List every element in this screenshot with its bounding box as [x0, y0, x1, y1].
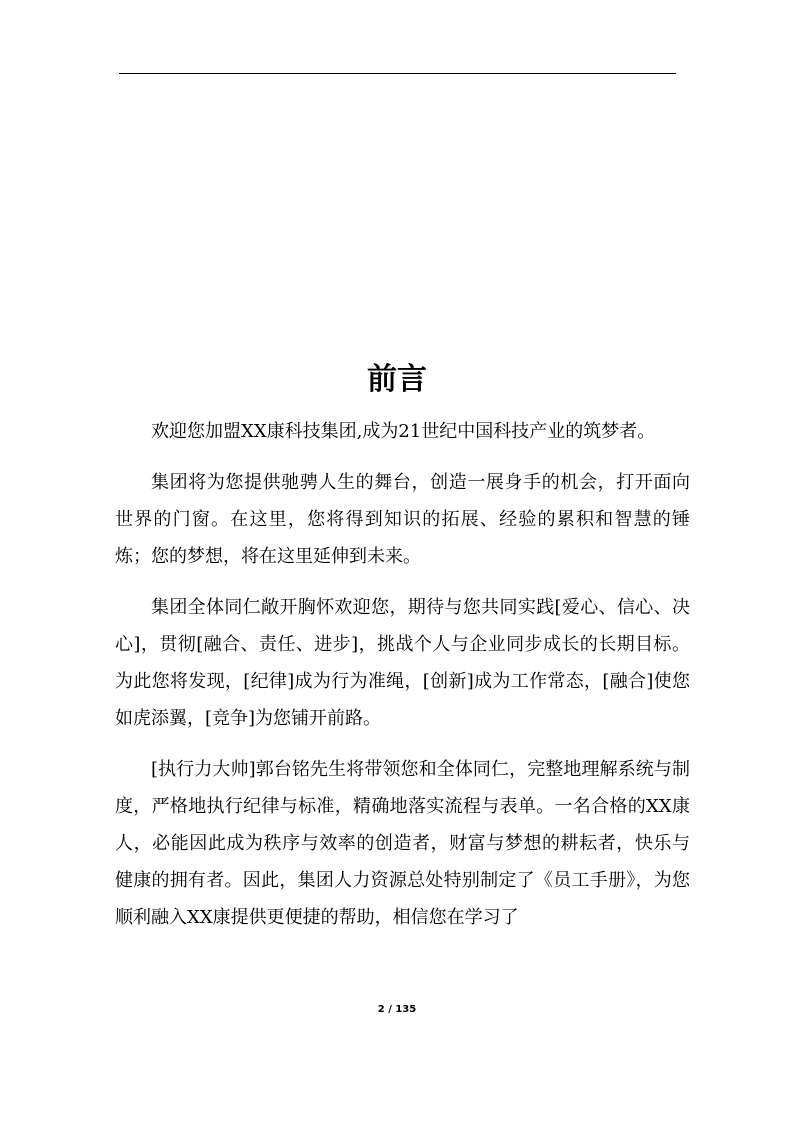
page-number: 2 / 135 — [377, 1004, 417, 1015]
header-rule — [119, 73, 676, 74]
paragraph-values: 集团全体同仁敞开胸怀欢迎您，期待与您共同实践[爱心、信心、决心]，贯彻[融合、责任、进步]，挑战个人与企业同步成长的长期目标。为此您将发现，[纪律]成为行为准绳，[创新]成为工作常态，[融合]使您如虎添翼，[竞争]为您铺开前路。 — [115, 597, 690, 729]
page-title: 前言 — [367, 362, 427, 397]
paragraph-stage: 集团将为您提供驰骋人生的舞台，创造一展身手的机会，打开面向世界的门窗。在这里，您将得到知识的拓展、经验的累积和智慧的锤炼；您的梦想，将在这里延伸到未来。 — [115, 472, 690, 567]
paragraph-handbook: [执行力大帅]郭台铭先生将带领您和全体同仁，完整地理解系统与制度，严格地执行纪律与标准，精确地落实流程与表单。一名合格的XX康人，必能因此成为秩序与效率的创造者，财富与梦想的耕耘者，快乐与健康的拥有者。因此，集团人力资源总处特别制定了《员工手册》，为您顺利融入XX康提供更便捷的帮助，相信您在学习了 — [115, 759, 690, 928]
paragraph-welcome: 欢迎您加盟XX康科技集团,成为21世纪中国科技产业的筑梦者。 — [151, 421, 656, 442]
body-content — [115, 413, 690, 950]
